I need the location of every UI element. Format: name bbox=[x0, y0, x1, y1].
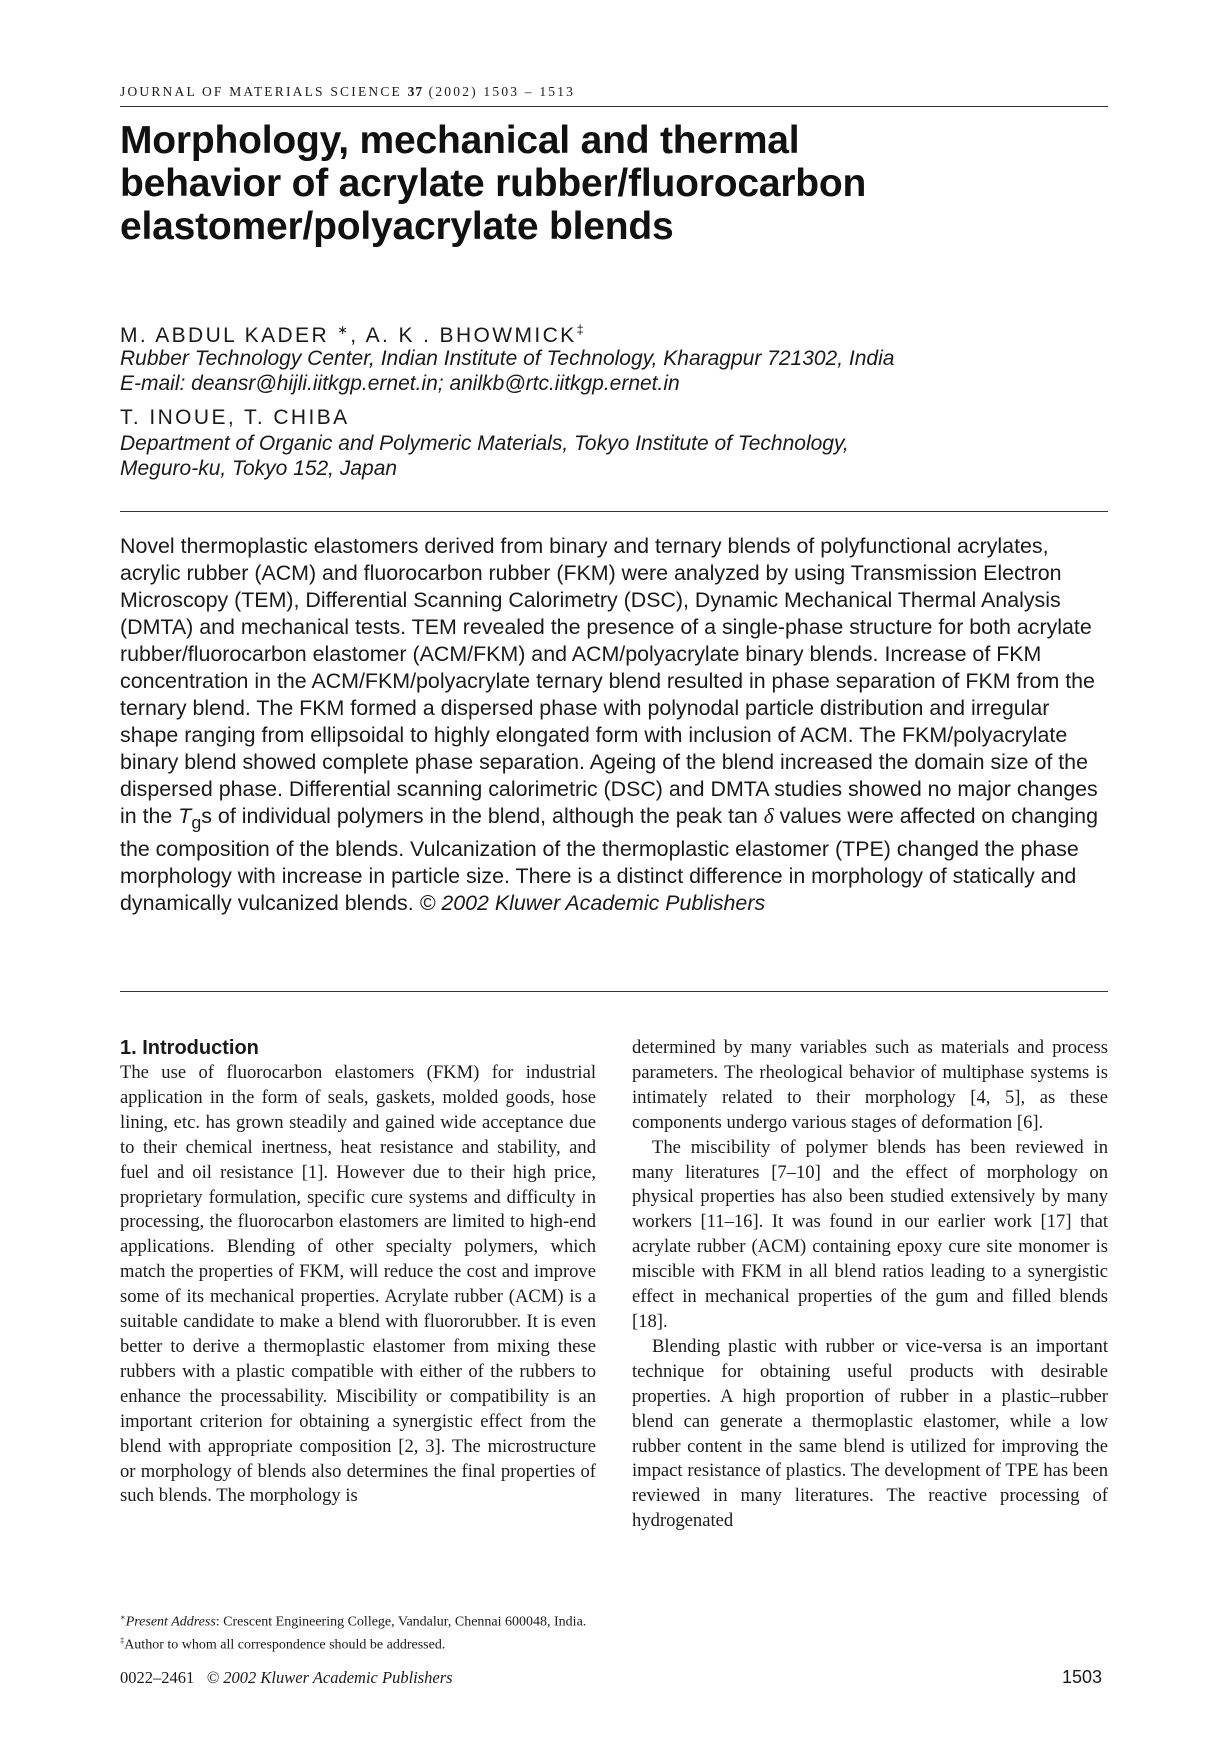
affiliation-2-line-2: Meguro-ku, Tokyo 152, Japan bbox=[120, 457, 398, 480]
intro-paragraph-3: Blending plastic with rubber or vice-versa is an important technique for obtaining useful products with desirable properties. A high proportion of rubber in a plastic–rubber blend can generate a thermoplastic elastomer, while a low rubber content in the same blend is utilized for improving the impact resistance of plastics. The development of TPE has been reviewed in many literatures. The reactive processing of hydrogenated bbox=[632, 1335, 1108, 1532]
title-line-3: elastomer/polyacrylate blends bbox=[120, 205, 674, 248]
footer-issn-copyright bbox=[120, 1668, 453, 1688]
abstract-bottom-rule bbox=[120, 991, 1108, 992]
affiliation-1: Rubber Technology Center, Indian Institute of Technology, Kharagpur 721302, India bbox=[120, 347, 895, 370]
authors-group-2: T. INOUE, T. CHIBA bbox=[120, 406, 350, 429]
footnote-2-mark: ‡ bbox=[120, 1636, 125, 1645]
body-column-left bbox=[120, 1036, 596, 1509]
footnote-2 bbox=[120, 1636, 445, 1654]
abstract bbox=[120, 533, 1110, 917]
journal-volume: 37 bbox=[407, 84, 424, 99]
article-title bbox=[120, 119, 1110, 248]
abstract-copyright: © 2002 Kluwer Academic Publishers bbox=[419, 891, 766, 916]
author-email: E-mail: deansr@hijli.iitkgp.ernet.in; anilkb@rtc.iitkgp.ernet.in bbox=[120, 372, 680, 395]
page-number: 1503 bbox=[1062, 1667, 1103, 1687]
delta-symbol: δ bbox=[763, 804, 774, 828]
abstract-top-rule bbox=[120, 511, 1108, 512]
tg-symbol: T bbox=[178, 804, 192, 828]
affiliation-2-line-1: Department of Organic and Polymeric Materials, Tokyo Institute of Technology, bbox=[120, 432, 849, 455]
author-mark-double-dagger: ‡ bbox=[576, 323, 586, 337]
intro-paragraph-2: The miscibility of polymer blends has been reviewed in many literatures [7–10] and the effect of morphology on physical properties has also been studied extensively by many workers [11–16]. It was found in our earlier work [17] that acrylate rubber (ACM) containing epoxy cure site monomer is miscible with FKM in all blend ratios leading to a synergistic effect in mechanical properties of the gum and filled blends [18]. bbox=[632, 1136, 1108, 1332]
title-line-1: Morphology, mechanical and thermal bbox=[120, 119, 800, 162]
footer-copyright: © 2002 Kluwer Academic Publishers bbox=[206, 1668, 453, 1687]
body-column-right bbox=[632, 1036, 1108, 1534]
journal-name: JOURNAL OF MATERIALS SCIENCE bbox=[120, 84, 402, 99]
header-rule bbox=[120, 106, 1108, 107]
abstract-text-2: s of individual polymers in the blend, although the peak tan bbox=[201, 804, 758, 828]
footnote-1-label: Present Address bbox=[125, 1614, 216, 1630]
journal-year-pages: (2002) 1503 – 1513 bbox=[428, 84, 576, 99]
section-heading-introduction: 1. Introduction bbox=[120, 1037, 259, 1059]
running-head bbox=[120, 84, 575, 100]
author-kader: M. ABDUL KADER bbox=[120, 324, 330, 347]
abstract-text-1: Novel thermoplastic elastomers derived from binary and ternary blends of polyfunctional acrylates, acrylic rubber (ACM) and fluorocarbon rubber (FKM) were analyzed by using Transmission Electron Microscopy (TEM), Differential Scanning Calorimetry (DSC), Dynamic Mechanical Thermal Analysis (DMTA) and mechanical tests. TEM revealed the presence of a single-phase structure for both acrylate rubber/fluorocarbon elastomer (ACM/FKM) and ACM/polyacrylate binary blends. Increase of FKM concentration in the ACM/FKM/polyacrylate ternary blend resulted in phase separation of FKM from the ternary blend. The FKM formed a dispersed phase with polynodal particle distribution and irregular shape ranging from ellipsoidal to highly elongated form with inclusion of ACM. The FKM/polyacrylate binary blend showed complete phase separation. Ageing of the blend increased the domain size of the dispersed phase. Differential scanning calorimetric (DSC) and DMTA studies showed no major changes in the bbox=[120, 534, 1098, 828]
intro-paragraph-1-continued: determined by many variables such as materials and process parameters. The rheological behavior of multiphase systems is intimately related to their morphology [4, 5], as these components undergo various stages of deformation [6]. bbox=[632, 1037, 1108, 1133]
footnote-2-text: Author to whom all correspondence should be addressed. bbox=[124, 1637, 446, 1653]
author-bhowmick: A. K . BHOWMICK bbox=[365, 324, 577, 347]
footnote-1-mark: ∗ bbox=[120, 1613, 126, 1622]
footnote-1-text: : Crescent Engineering College, Vandalur, Chennai 600048, India. bbox=[215, 1614, 587, 1630]
abstract-text-3: values were affected on changing the composition of the blends. Vulcanization of the thermoplastic elastomer (TPE) changed the phase morphology with increase in particle size. There is a distinct difference in morphology of statically and dynamically vulcanized blends. bbox=[120, 804, 1098, 916]
author-mark-asterisk: ∗ bbox=[337, 323, 351, 337]
title-line-2: behavior of acrylate rubber/fluorocarbon bbox=[120, 162, 867, 205]
tg-subscript: g bbox=[191, 812, 202, 833]
intro-paragraph-1: The use of fluorocarbon elastomers (FKM) for industrial application in the form of seals, gaskets, molded goods, hose lining, etc. has grown steadily and gained wide acceptance due to their chemical inertness, heat resistance and stability, and fuel and oil resistance [1]. However due to their high price, proprietary formulation, specific cure systems and difficulty in processing, the fluorocarbon elastomers are limited to high-end applications. Blending of other specialty polymers, which match the properties of FKM, will reduce the cost and improve some of its mechanical properties. Acrylate rubber (ACM) is a suitable candidate to make a blend with fluororubber. It is even better to derive a thermoplastic elastomer from mixing these rubbers with a plastic compatible with either of the rubbers to enhance the processability. Miscibility or compatibility is an important criterion for obtaining a synergistic effect from the blend with appropriate composition [2, 3]. The microstructure or morphology of blends also determines the final properties of such blends. The morphology is bbox=[120, 1062, 596, 1507]
footnote-1 bbox=[120, 1612, 586, 1631]
footer-issn: 0022–2461 bbox=[120, 1668, 195, 1687]
authors-group-1: M. ABDUL KADER ∗, A. K . BHOWMICK‡ bbox=[120, 323, 586, 347]
